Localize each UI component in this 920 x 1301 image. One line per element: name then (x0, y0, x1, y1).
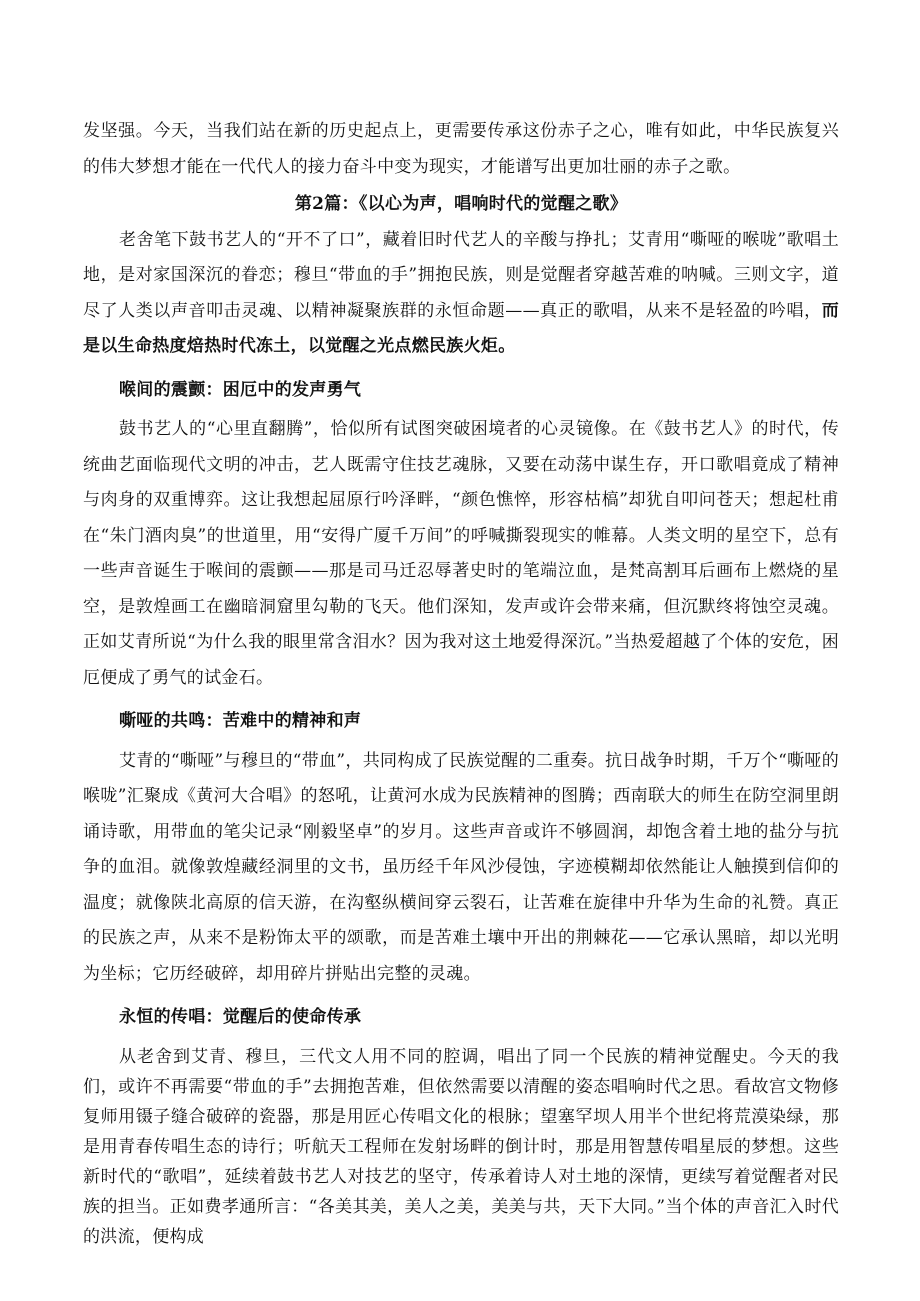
section-heading-3: 永恒的传唱：觉醒后的使命传承 (119, 1007, 362, 1027)
section-heading-1: 喉间的震颤：困厄中的发声勇气 (119, 379, 362, 400)
section-body-3: 从老舍到艾青、穆旦，三代文人用不同的腔调，唱出了同一个民族的精神觉醒史。今天的我们，或许不再需要“带血的手”去拥抱苦难，但依然需要以清醒的姿态唱响时代之思。看故宫文物修复师用镊子缝合破碎的瓷器，那是用匠心传唱文化的根脉；望塞罕坝人用半个世纪将荒漠染绿，那是用青春传唱生态的诗行；听航天工程师在发射场畔的倒计时，那是用智慧传唱星辰的梦想。这些新时代的“歌唱”，延续着鼓书艺人对技艺的坚守，传承着诗人对土地的深情，更续写着觉醒者对民族的担当。正如费孝通所言：“各美其美，美人之美，美美与共，天下大同。”当个体的声音汇入时代的洪流，便构成 (83, 1046, 839, 1247)
section-body-2: 艾青的“嘶哑”与穆旦的“带血”，共同构成了民族觉醒的二重奏。抗日战争时期，千万个“嘶哑的喉咙”汇聚成《黄河大合唱》的怒吼，让黄河水成为民族精神的图腾；西南联大的师生在防空洞里朗诵诗歌，用带血的笔尖记录“刚毅坚卓”的岁月。这些声音或许不够圆润，却饱含着土地的盐分与抗争的血泪。就像敦煌藏经洞里的文书，虽历经千年风沙侵蚀，字迹模糊却依然能让人触摸到信仰的温度；就像陕北高原的信天游，在沟壑纵横间穿云裂石，让苦难在旋律中升华为生命的礼赞。真正的民族之声，从来不是粉饰太平的颂歌，而是苦难土壤中开出的荆棘花——它承认黑暗，却以光明为坐标；它历经破碎，却用碎片拼贴出完整的灵魂。 (83, 750, 839, 984)
lead-text: 老舍笔下鼓书艺人的“开不了口”，藏着旧时代艺人的辛酸与挣扎；艾青用“嘶哑的喉咙”歌唱土地，是对家国深沉的眷恋；穆旦“带血的手”拥抱民族，则是觉醒者穿越苦难的呐喊。三则文字，道尽了人类以声音叩击灵魂、以精神凝聚族群的永恒命题——真正的歌唱，从来不是轻盈的吟唱， (83, 229, 839, 321)
lead-emphasis: 而是以生命热度焙热时代冻土，以觉醒之光点燃民族火炬。 (83, 300, 839, 356)
section-body-1: 鼓书艺人的“心里直翻腾”，恰似所有试图突破困境者的心灵镜像。在《鼓书艺人》的时代，传统曲艺面临现代文明的冲击，艺人既需守住技艺魂脉，又要在动荡中谋生存，开口歌唱竟成了精神与肉身的双重博弈。这让我想起屈原行吟泽畔，“颜色憔悴，形容枯槁”却犹自叩问苍天；想起杜甫在“朱门酒肉臭”的世道里，用“安得广厦千万间”的呼喊撕裂现实的帷幕。人类文明的星空下，总有一些声音诞生于喉间的震颤——那是司马迁忍辱著史时的笔端泣血，是梵高割耳后画布上燃烧的星空，是敦煌画工在幽暗洞窟里勾勒的飞天。他们深知，发声或许会带来痛，但沉默终将蚀空灵魂。正如艾青所说“为什么我的眼里常含泪水？因为我对这土地爱得深沉。”当热爱超越了个体的安危，困厄便成了勇气的试金石。 (83, 419, 839, 688)
article-title: 第2篇：《以心为声，唱响时代的觉醒之歌》 (294, 194, 628, 214)
lead-paragraph (83, 223, 839, 365)
intro-paragraph: 发坚强。今天，当我们站在新的历史起点上，更需要传承这份赤子之心，唯有如此，中华民族复兴的伟大梦想才能在一代代人的接力奋斗中变为现实，才能谱写出更加壮丽的赤子之歌。 (83, 121, 839, 177)
document-page (83, 114, 839, 1252)
section-heading-2: 嘶哑的共鸣：苦难中的精神和声 (119, 711, 362, 731)
